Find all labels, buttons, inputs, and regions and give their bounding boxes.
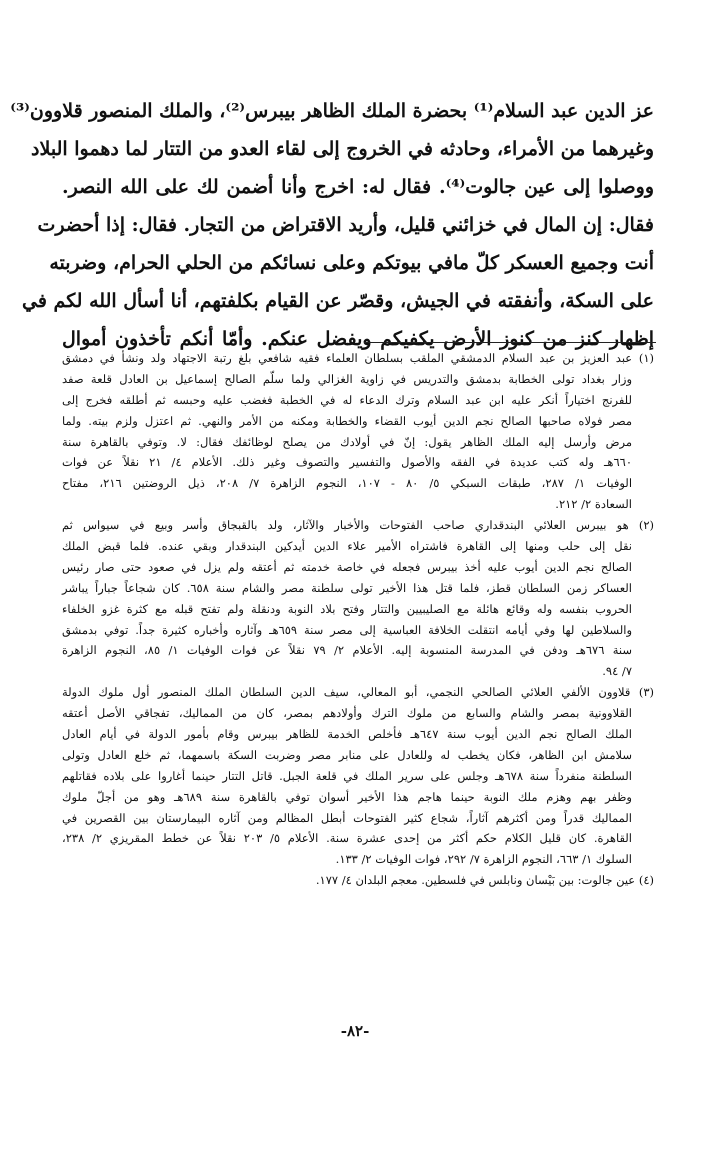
footnote-line: القاهرة. كان قليل الكلام حكم أكثر من إحدى عشرة سنة. الأعلام ٥/ ٢٠٣ نقلاً عن خطط المقريزي ٢/ ٢٣٨،: [62, 831, 632, 846]
footnote-line: وظفر بهم وهزم ملك النوبة حينما هاجم هذا الأخير أسوان توفي بالقاهرة سنة ٦٨٩هـ وهو من أجلّ ملوك: [62, 789, 632, 804]
main-text-line: ووصلوا إلى عين جالوت⁽⁴⁾. فقال له: اخرج وأنا أضمن لك على الله النصر.: [62, 176, 654, 198]
main-text-line: وغيرهما من الأمراء، وحادثه في الخروج إلى لقاء العدو من التتار لما دهموا البلاد: [31, 138, 654, 160]
footnote-line: ٧/ ٩٤.: [602, 664, 632, 679]
footnote-line: (٣) قلاوون الألفي العلائي الصالحي النجمي، أبو المعالي، سيف الدين السلطان الملك المنصور أول ملوك الدولة: [62, 685, 654, 700]
footnote-line: الصالح نجم الدين أيوب عليه أخذ بيبرس فجعله في خاصة خدمته ثم أعتقه ولم يزل في صعود حتى صار رئيس: [62, 559, 632, 574]
footnotes: [62, 348, 654, 891]
main-text-line: فقال: إن المال في خزائني قليل، وأريد الاقتراض من التجار. فقال: إذا أحضرت: [37, 214, 654, 236]
footnote-divider: [364, 342, 656, 343]
footnote-line: (١) عبد العزيز بن عبد السلام الدمشقي الملقب بسلطان العلماء فقيه شافعي بلغ رتبة الاجتهاد ولد ونشأ في دمشق: [62, 351, 654, 365]
footnote-line: القلاوونية بمصر والشام والسابع من ملوك الترك وأولادهم بمصر، كان من المماليك، تفجاقي الأصل أعتقه: [62, 706, 632, 721]
footnote-line: سنة ٦٧٦هـ ودفن في المدرسة المنسوبة إليه. الأعلام ٢/ ٧٩ نقلاً عن فوات الوفيات ١/ ٨٥، النجوم الزاهرة: [62, 643, 633, 658]
page-number: -٨٢-: [340, 1022, 370, 1040]
main-text-line: على السكة، وأنفقته في الجيش، وقصّر عن القيام بكلفتهم، أنا أسأل الله لكم في: [22, 290, 654, 312]
footnote-line: والسلاطين لها وفي أيامه انتقلت الخلافة العباسية إلى مصر سنة ٦٥٩هـ وآثاره وأخباره كثيرة جداً. توفي بدمشق: [62, 622, 633, 637]
footnote-line: مصر فولاه صاحبها الصالح نجم الدين أيوب القضاء والخطابة ومكنه من الأمر والنهي. ثم اعتزل ولزم بيته. ولما: [62, 413, 632, 428]
footnote-line: (٢) هو بيبرس العلائي البندقداري صاحب الفتوحات والأخبار والآثار، ولد بالقبجاق وأسر وبيع في سيواس ثم: [62, 518, 654, 533]
footnote-line: للفرنج اختياراً أنكر عليه ابن عبد السلام وترك الدعاء له في الخطبة فغضب عليه وحبسه ثم أطلقه فخرج إلى: [62, 392, 632, 407]
main-text-line: عز الدين عبد السلام⁽¹⁾ بحضرة الملك الظاهر بيبرس⁽²⁾، والملك المنصور قلاوون⁽³⁾: [10, 100, 654, 122]
footnote-line: مرض وأرسل إليه الملك الظاهر يقول: إنّ في أولادك من يصلح لوظائفك فقال: لا. وتوفي بالقاهرة سنة: [62, 434, 632, 449]
footnote-line: السلطنة منفرداً سنة ٦٧٨هـ وجلس على سرير الملك في قلعة الجبل. قاتل التتار حينما أغاروا على بلاده فقاتلهم: [62, 768, 632, 783]
footnote-line: سلامش ابن الظاهر، فكان يخطب له وللعادل على منابر مصر وضربت السكة باسمهما، ثم خلع العادل وتولى: [62, 747, 632, 762]
footnote-line: ٦٦٠هـ وله كتب عديدة في الفقه والأصول والتفسير والتصوف وغير ذلك. الأعلام ٤/ ٢١ نقلاً عن فوات: [62, 455, 633, 470]
footnote-line: (٤) عين جالوت: بين بَيْسان ونابلس في فلسطين. معجم البلدان ٤/ ١٧٧.: [315, 873, 654, 888]
footnote-line: السلوك ١/ ٦٦٣، النجوم الزاهرة ٧/ ٢٩٢، فوات الوفيات ٢/ ١٣٣.: [335, 852, 632, 867]
footnote-line: السعادة ٢/ ٢١٢.: [555, 497, 632, 512]
footnote-line: العساكر زمن السلطان قطز، فلما قتل هذا الأخير تولى سلطنة مصر والشام سنة ٦٥٨. كان شجاعاً جباراً يباشر: [62, 580, 632, 595]
footnote-line: نقل إلى حلب ومنها إلى القاهرة فاشتراه الأمير علاء الدين أيدكين البندقدار وبقي عنده. فلما قبض الملك: [62, 539, 632, 554]
main-text-line: إظهار كنز من كنوز الأرض يكفيكم ويفضل عنكم. وأمّا أنكم تأخذون أموال: [62, 328, 654, 350]
footnote-line: الحروب بنفسه وله وقائع هائلة مع الصليبيين والتتار وفتح بلاد النوبة ودنقلة ولم تفتح قبله مع كثرة غزو الخلفاء: [62, 601, 632, 616]
main-text: [10, 92, 654, 358]
footnote-line: الوفيات ١/ ٢٨٧، طبقات السبكي ٥/ ٨٠ - ١٠٧، النجوم الزاهرة ٧/ ٢٠٨، ذيل الروضتين ٢١٦، مفتاح: [62, 476, 633, 491]
main-text-line: أنت وجميع العسكر كلّ مافي بيوتكم وعلى نسائكم من الحلي الحرام، وضربته: [49, 252, 654, 274]
footnote-line: المماليك قدراً ومن أكثرهم آثاراً، شجاع كثير الفتوحات أبطل المظالم ومن آثاره البيمارستان بين القصرين في: [62, 810, 632, 825]
footnote-line: الملك الصالح نجم الدين أيوب سنة ٦٤٧هـ فأخلص الخدمة للظاهر بيبرس وقام بأمور الدولة في أيام العادل: [62, 727, 632, 742]
footnote-line: وزار بغداد تولى الخطابة بدمشق والتدريس في زاوية الغزالي ولما سلّم الصالح إسماعيل بن العادل قلعة صفد: [62, 371, 632, 386]
